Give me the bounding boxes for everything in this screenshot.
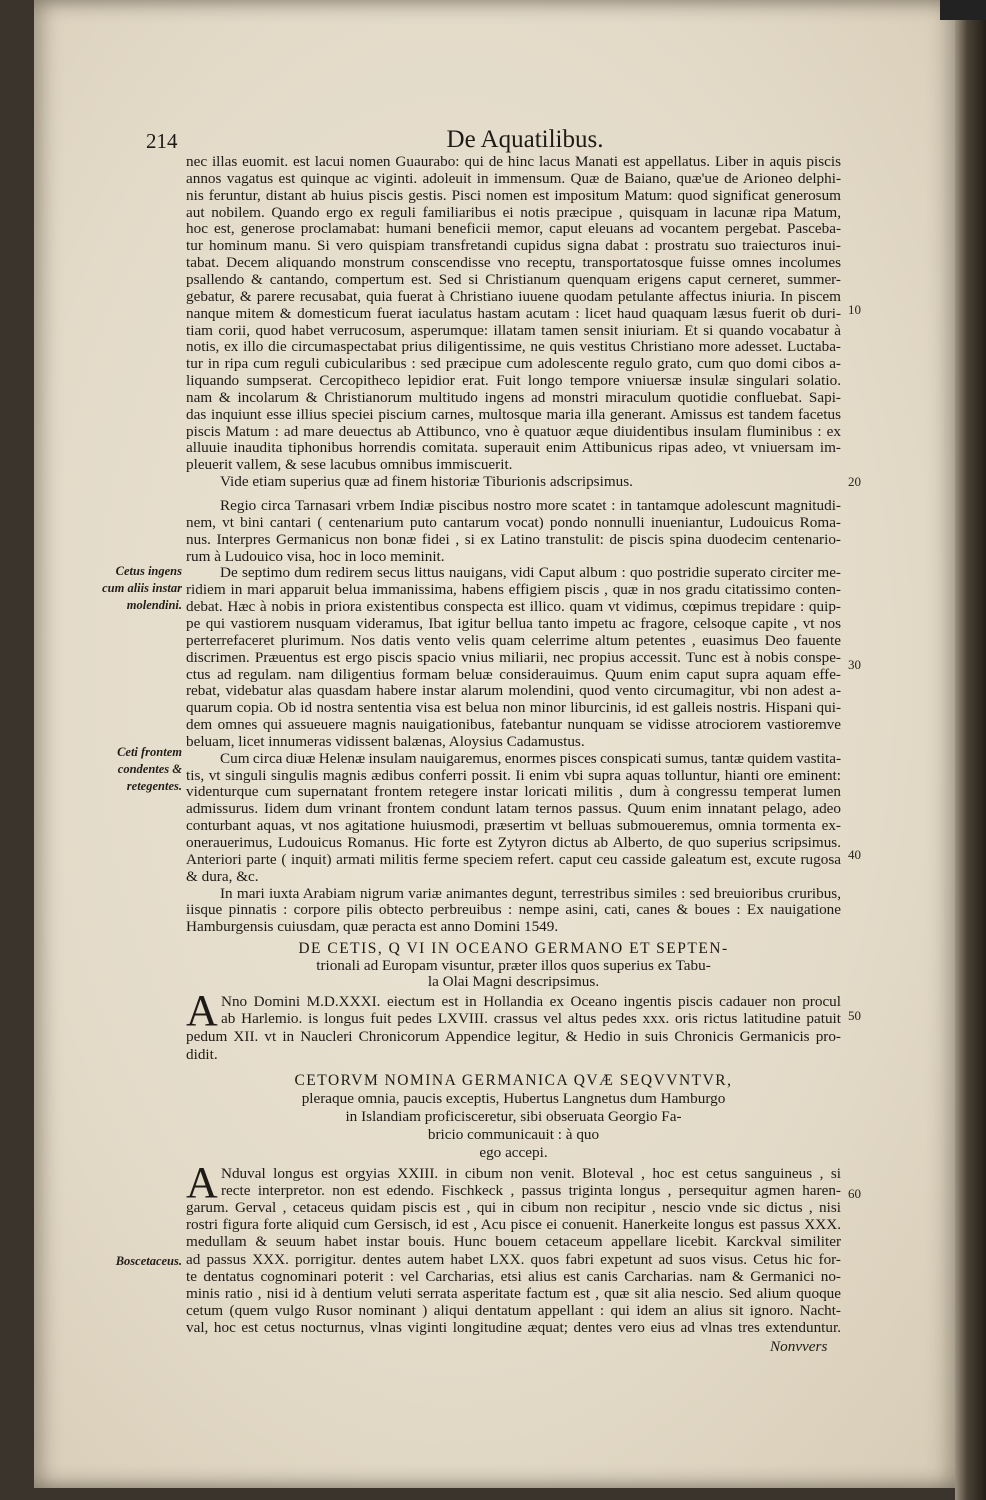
margin-note: cum aliis instar xyxy=(102,581,182,595)
drop-cap: A xyxy=(186,986,218,1035)
text-line: Cum circa diuæ Helenæ insulam nauigaremus, enormes pisces conspicati sumus, tantæ quidem vastita- xyxy=(220,749,841,767)
text-line: das inquiunt esse illius speciei piscium carnes, multosque maria illa generant. Amissus est tandem facetus xyxy=(186,405,841,423)
text-line: garum. Gerval , cetaceus quidam piscis est , qui in cibum non recipitur , nescio vnde sic dictus , nisi xyxy=(186,1199,841,1217)
text-line: rebat, videbatur alas quasdam habere instar alarum molendini, quod vento circumagitur, vbi non adest a- xyxy=(186,682,841,700)
text-line: videnturque cum supernatant frontem retegere instar loricati militis , dum à congressu temperat lumen xyxy=(186,783,841,801)
text-line: ad passus XXX. porrigitur. dentes autem habet LXX. quos fabri expetunt ad suos visus. Cetus hic for- xyxy=(186,1250,841,1268)
text-line: nanque mitem & domesticum fuerat iaculatus hastam acutam : licet haud quaquam læsus fuerit ob duri- xyxy=(186,304,841,322)
text-line: nec illas euomit. est lacui nomen Guaurabo: qui de hinc lacus Manati est appellatus. Liber in aquis piscis xyxy=(186,153,841,170)
margin-note: retegentes. xyxy=(126,779,182,793)
catchword: Nonvvers xyxy=(770,1338,828,1355)
section-heading: pleraque omnia, paucis exceptis, Hubertus Langnetus dum Hamburgo xyxy=(301,1090,726,1107)
text-line: & dura, &c. xyxy=(186,867,259,885)
text-line: aut nobilem. Quando ergo ex reguli familiaribus ei notis præcipue , quisquam in lacunæ ripa Matum, xyxy=(186,203,841,221)
text-line: val, hoc est cetus nocturnus, vlnas viginti longitudine æquat; dentes vero eius ad vlnas tres extenduntur. xyxy=(186,1318,841,1336)
text-line: gebatur, & parere recusabat, quia fuerat à Christiano iuuene quodam petulante affectus iniuria. In piscem xyxy=(186,287,841,305)
margin-note: Cetus ingens xyxy=(115,564,182,578)
line-number: 40 xyxy=(848,847,861,862)
text-line: De septimo dum redirem secus littus nauigans, vidi Caput album : quo postridie superato circiter me- xyxy=(220,564,841,582)
line-number: 30 xyxy=(848,657,861,672)
section-heading: in Islandiam proficisceretur, sibi obseruata Georgio Fa- xyxy=(345,1108,682,1125)
section-heading: ego accepi. xyxy=(479,1144,548,1161)
text-line: tur hominum manu. Si vero quispiam transfretandi cupidus signa dabat : prostratu suo traiecturos inui- xyxy=(186,237,841,255)
text-line: tis, vt singuli singulis magnis ædibus conferri possit. Ii enim vbi supra aquas tolluntur, hianti ore eminent: xyxy=(186,766,841,784)
line-number: 60 xyxy=(848,1186,861,1201)
margin-note: Boscetaceus. xyxy=(115,1254,182,1268)
text-line: piscis Matum : ad mare deuectus ab Attibunco, vno è quatuor æque diuidentibus insulam fluminibus : ex xyxy=(186,422,841,440)
text-line: nam & incolarum & Christianorum multitudo ingens ad monstri miraculum quotidie confluebat. Sapi- xyxy=(186,388,841,406)
text-line: rostri figura forte aliquid cum Gersisch, id est , Acu pisce ei conuenit. Hanerkeite longus est passus XXX. xyxy=(186,1216,841,1234)
text-line: onerauerimus, Ludouicus Romanus. Hic forte est Zytyron dictus ab Alberto, de quo superius scripsimus. xyxy=(186,834,841,851)
text-line: Regio circa Tarnasari vrbem Indiæ piscibus nostro more scatet : in tantamque adolescunt magnitudi- xyxy=(220,497,841,514)
text-line: Vide etiam superius quæ ad finem historiæ Tiburionis adscripsimus. xyxy=(220,473,633,491)
text-line: alluuie inaudita tiphonibus horrendis comitata. superauit enim Attibunicus ripas adeo, vt vniuersam im- xyxy=(186,439,841,457)
text-line: pedum XII. vt in Naucleri Chronicorum Appendice legitur, & Hedio in suis Chronicis Germanicis pro- xyxy=(186,1028,841,1045)
text-line: pleuerit vallem, & sese lacubus omnibus immiscuerit. xyxy=(186,456,513,474)
text-line: tiam corii, quod habet verrucosum, asperumque: illatam tamen sensit iniuriam. Et si quando vocabatur à xyxy=(186,321,841,339)
margin-note: Ceti frontem xyxy=(117,745,182,759)
section-heading: DE CETIS, Q VI IN OCEANO GERMANO ET SEPTEN- xyxy=(298,940,729,957)
section-heading: CETORVM NOMINA GERMANICA QVÆ SEQVVNTVR, xyxy=(294,1072,733,1089)
text-line: quarum copia. Ob id nostra sententia visa est belua non minor liburcinis, id est galleis nostris. Hispani qui- xyxy=(186,699,841,717)
line-number: 10 xyxy=(848,302,861,317)
text-line: psallendo & cantando, compertum est. Sed si Christianum quenquam erigens caput cerneret, summer- xyxy=(186,270,841,288)
text-line: In mari iuxta Arabiam nigrum variæ animantes degunt, terrestribus similes : sed breuioribus cruribus, xyxy=(220,884,841,902)
text-line: iisque pinnatis : corpore pilis obtecto perbreuibus : nempe asini, cati, canes & boues : Ex nauigatione xyxy=(186,901,841,919)
text-line: hoc est, generose proclamabat: humani beneficii memor, caput eleuans ad vocantem pergebat. Pasceba- xyxy=(186,220,841,238)
text-line: pe qui vastiorem nusquam videramus, Ibat igitur bellua tanto impetu ac fragore, celsoque capite , vt nos xyxy=(186,614,841,632)
text-line: minis ratio , nisi id à dentium veluti serrata asperitate factum est , quæ sit alia nescio. Sed alium quoque xyxy=(186,1284,841,1302)
text-line: recte interpretor. non est edendo. Fischkeck , passus triginta longus , persequitur agmen haren- xyxy=(221,1182,841,1200)
text-line: perterrefaceret plurimum. Nos datis vento velis quam celerrime altum petentes , euasimus Deo fauente xyxy=(186,631,841,649)
text-line: Hamburgensis cuiusdam, quæ peracta est anno Domini 1549. xyxy=(186,918,559,936)
text-line: liquando sumpserat. Cercopitheco lepidior erat. Fuit longo tempore vniuersæ insulæ singulari solatio. xyxy=(186,372,841,390)
line-number: 20 xyxy=(848,474,861,489)
text-line: conturbant aquas, vt nos agitatione huiusmodi, præsertim vt belluas submoueremus, omnia tormenta ex- xyxy=(186,817,841,835)
running-title: De Aquatilibus. xyxy=(446,126,604,153)
text-line: ab Harlemio. is longus fuit pedes LXVIII. crassus vel altus pedes xxx. oris rictus latitudine patuit xyxy=(221,1010,841,1027)
text-line: tabat. Decem aliquando monstrum conscendisse vno receptu, transportatosque fuisse omnes incolumes xyxy=(186,254,841,272)
text-line: rum à Ludouico visa, hoc in loco meminit. xyxy=(186,547,445,565)
text-line: te dentatus cognominari poterit : vel Carcharias, etsi alius est canis Carcharias. nam & Germanici no- xyxy=(186,1267,841,1285)
page-number: 214 xyxy=(146,129,178,153)
margin-note: molendini. xyxy=(126,598,182,612)
text-line: beluam, licet innumeras vidissent balænas, Aloysius Cadamustus. xyxy=(186,732,585,750)
text-line: didit. xyxy=(186,1046,218,1063)
book-edge xyxy=(955,0,986,1500)
section-heading: trionali ad Europam visuntur, præter illos quos superius ex Tabu- xyxy=(316,957,711,974)
text-line: notis, ex illo die circumaspectabat prius diligentissime, ne quis vestitus Christiano more adesset. Luctaba- xyxy=(186,338,841,356)
section-heading: bricio communicauit : à quo xyxy=(427,1126,600,1143)
text-line: cetum (quem vulgo Rusor nominant ) aliqui dentatum appellant : qui idem an alius sit ignoro. Nacht- xyxy=(186,1301,841,1319)
scan-background xyxy=(940,0,986,20)
text-line: nem, vt bini cantari ( centenarium puto cantarum vocat) pondo nonnulli inueniantur, Ludouicus Roma- xyxy=(186,513,841,531)
text-line: tur in ripa cum reguli cubicularibus : sed præcipue cum adolescente regulo grato, cum quo domi cibos a- xyxy=(186,355,841,373)
margin-note: condentes & xyxy=(117,762,182,776)
section-heading: la Olai Magni descripsimus. xyxy=(427,973,600,990)
text-line: ridiem in mari apparuit belua immanissima, habens effigiem piscis , quæ in nos gradu citatissimo conten- xyxy=(186,581,841,599)
line-number: 50 xyxy=(848,1008,861,1023)
text-line: Nno Domini M.D.XXXI. eiectum est in Hollandia ex Oceano ingentis piscis cadauer non procul xyxy=(221,993,841,1010)
text-line: debat. Hæc à nobis in priora existentibus conspecta est illico. quam vt vidimus, cœpimus trepidare : quip- xyxy=(186,598,841,616)
drop-cap: A xyxy=(186,1158,218,1207)
text-line: Nduval longus est orgyias XXIII. in cibum non venit. Bloteval , hoc est cetus sanguineus , si xyxy=(221,1165,841,1182)
text-line: dem omnes qui assueuere magnis nauigationibus, fatebantur nunquam se vidisse atrociorem vastioremve xyxy=(186,716,841,734)
text-line: medullam & seuum habet instar bouis. Hunc bouem cetaceum appellare licebit. Karckval similiter xyxy=(186,1233,841,1251)
text-line: admissurus. Iidem dum vrinant frontem condunt latam ternos passus. Quum enim innatant pelago, adeo xyxy=(186,800,841,818)
text-line: annos vagatus est quinque ac viginti. adoleuit in immensum. Quæ de Baiano, quæ'ue de Arioneo delphi- xyxy=(186,169,841,187)
text-line: nus. Interpres Germanicus non bonæ fidei , si ex Latino transtulit: de piscis spina duodecim centenario- xyxy=(186,530,841,548)
text-line: discrimen. Præuentus est ergo piscis spacio vnius miliarii, nec propius accessit. Tunc est à nobis conspe- xyxy=(186,648,841,666)
text-line: ctus ad regulam. nam diligentius formam beluæ considerauimus. Quum enim caput supra aquam effe- xyxy=(186,665,841,683)
text-line: Anteriori parte ( inquit) armati militis ferme speciem refert. caput ceu casside galeatum est, excute rugosa xyxy=(186,850,841,868)
text-line: nis feruntur, distant ab huius piscis gestis. Pisci nomen est impositum Matum: quod significat generosum xyxy=(186,186,841,204)
